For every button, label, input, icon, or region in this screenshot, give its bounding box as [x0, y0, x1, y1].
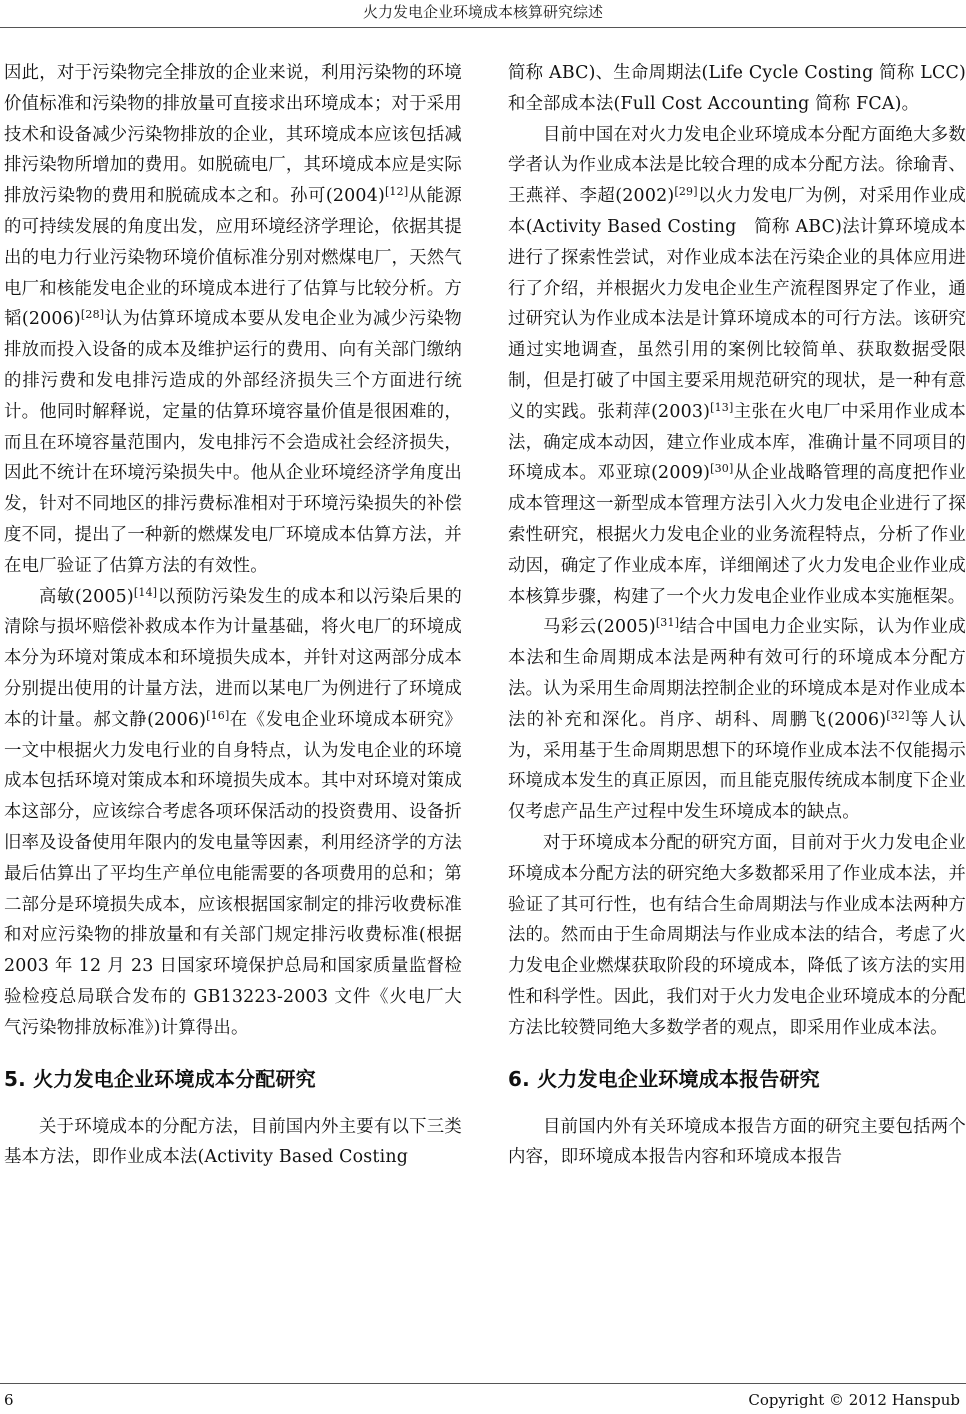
- text-run: 从企业战略管理的高度把作业成本管理这一新型成本管理方法引入火力发电企业进行了探索性研究，根据火力发电企业的业务流程特点，分析了作业动因，确定了作业成本库，详细阐述了火力发电企业作业成本核算步骤，构建了一个火力发电企业作业成本实施框架。: [508, 463, 966, 607]
- section-heading-6: 6. 火力发电企业环境成本报告研究: [508, 1066, 820, 1091]
- copyright-notice: Copyright © 2012 Hanspub: [748, 1391, 960, 1409]
- text-run: 马彩云(2005): [543, 617, 656, 638]
- text-run: 以火力发电厂为例，对采用作业成本(Activity Based Costing 简称 ABC)法计算环境成本进行了探索性尝试，对作业成本法在污染企业的具体应用进行了介绍，并根据火力发电企业生产流程图界定了作业，通过研究认为作业成本法是计算环境成本的可行方法。该研究通过实地调查，虽然引用的案例比较简单、获取数据受限制，但是打破了中国主要采用规范研究的现状，是一种有意义的实践。张莉萍(2003): [508, 186, 966, 422]
- paragraph: [508, 1112, 966, 1174]
- paragraph: [4, 582, 462, 1044]
- header-rule: [0, 27, 966, 28]
- paragraph: [508, 612, 966, 828]
- paragraph: [508, 58, 966, 120]
- text-run: 关于环境成本的分配方法，目前国内外主要有以下三类基本方法，即作业成本法(Activity Based Costing: [4, 1116, 462, 1168]
- paragraph: [4, 58, 462, 582]
- paragraph: [508, 828, 966, 1044]
- text-run: 目前国内外有关环境成本报告方面的研究主要包括两个内容，即环境成本报告内容和环境成本报告: [508, 1116, 966, 1168]
- running-header: 火力发电企业环境成本核算研究综述: [362, 3, 603, 21]
- text-run: 简称 ABC)、生命周期法(Life Cycle Costing 简称 LCC)和全部成本法(Full Cost Accounting 简称 FCA)。: [508, 63, 966, 114]
- citation-ref: [31]: [655, 616, 680, 630]
- citation-ref: [28]: [80, 308, 105, 322]
- text-run: 在《发电企业环境成本研究》一文中根据火力发电行业的自身特点，认为发电企业的环境成本包括环境对策成本和环境损失成本。其中对环境对策成本这部分，应该综合考虑各项环保活动的投资费用、设备折旧率及设备使用年限内的发电量等因素，利用经济学的方法最后估算出了平均生产单位电能需要的各项费用的总和；第二部分是环境损失成本，应该根据国家制定的排污收费标准和对应污染物的排放量和有关部门规定排污收费标准(根据 2003 年 12 月 23 日国家环境保护总局和国家质量监督检验检疫总局联合发布的 GB13223-2003 文件《火电厂大气污染物排放标准》)计算得出。: [4, 709, 462, 1038]
- paragraph: [4, 1112, 462, 1174]
- citation-ref: [14]: [133, 585, 158, 599]
- right-column: [508, 58, 966, 1173]
- text-run: 结合中国电力企业实际，认为作业成本法和生命周期成本法是两种有效可行的环境成本分配方法。认为采用生命周期法控制企业的环境成本是对作业成本法的补充和深化。肖序、胡科、周鹏飞(2006): [508, 617, 966, 730]
- text-run: 高敏(2005): [39, 586, 134, 607]
- page-number: 6: [4, 1391, 14, 1409]
- paragraph: [508, 120, 966, 613]
- citation-ref: [16]: [206, 708, 230, 722]
- text-run: 从能源的可持续发展的角度出发，应用环境经济学理论，依据其提出的电力行业污染物环境价值标准分别对燃煤电厂，天然气电厂和核能发电企业的环境成本进行了估算与比较分析。方韬(2006): [4, 186, 462, 330]
- citation-ref: [30]: [710, 462, 734, 476]
- footer-rule: [0, 1383, 966, 1384]
- text-run: 主张在火电厂中采用作业成本法，确定成本动因，建立作业成本库，准确计量不同项目的环境成本。邓亚琼(2009): [508, 401, 966, 484]
- text-run: 等人认为，采用基于生命周期思想下的环境作业成本法不仅能揭示环境成本发生的真正原因，而且能克服传统成本制度下企业仅考虑产品生产过程中发生环境成本的缺点。: [508, 709, 966, 823]
- text-run: 目前中国在对火力发电企业环境成本分配方面绝大多数学者认为作业成本法是比较合理的成本分配方法。徐瑜青、王燕祥、李超(2002): [508, 124, 966, 207]
- citation-ref: [12]: [384, 185, 409, 199]
- text-run: 认为估算环境成本要从发电企业为减少污染物排放而投入设备的成本及维护运行的费用、向有关部门缴纳的排污费和发电排污造成的外部经济损失三个方面进行统计。他同时解释说，定量的估算环境容量价值是很困难的，而且在环境容量范围内，发电排污不会造成社会经济损失，因此不统计在环境污染损失中。他从企业环境经济学角度出发，针对不同地区的排污费标准相对于环境污染损失的补偿度不同，提出了一种新的燃煤发电厂环境成本估算方法，并在电厂验证了估算方法的有效性。: [4, 309, 462, 576]
- citation-ref: [13]: [710, 400, 734, 414]
- citation-ref: [32]: [886, 708, 910, 722]
- citation-ref: [29]: [674, 185, 698, 199]
- text-run: 以预防污染发生的成本和以污染后果的清除与损坏赔偿补救成本作为计量基础，将火电厂的环境成本分为环境对策成本和环境损失成本，并针对这两部分成本分别提出使用的计量方法，进而以某电厂为例进行了环境成本的计量。郝文静(2006): [4, 586, 462, 730]
- text-run: 因此，对于污染物完全排放的企业来说，利用污染物的环境价值标准和污染物的排放量可直接求出环境成本；对于采用技术和设备减少污染物排放的企业，其环境成本应该包括减排污染物所增加的费用。如脱硫电厂，其环境成本应是实际排放污染物的费用和脱硫成本之和。孙可(2004): [4, 63, 462, 207]
- text-run: 对于环境成本分配的研究方面，目前对于火力发电企业环境成本分配方法的研究绝大多数都采用了作业成本法，并验证了其可行性，也有结合生命周期法与作业成本法两种方法的。然而由于生命周期法与作业成本法的结合，考虑了火力发电企业燃煤获取阶段的环境成本，降低了该方法的实用性和科学性。因此，我们对于火力发电企业环境成本的分配方法比较赞同绝大多数学者的观点，即采用作业成本法。: [508, 832, 966, 1038]
- section-heading-5: 5. 火力发电企业环境成本分配研究: [4, 1066, 316, 1091]
- left-column: [4, 58, 462, 1173]
